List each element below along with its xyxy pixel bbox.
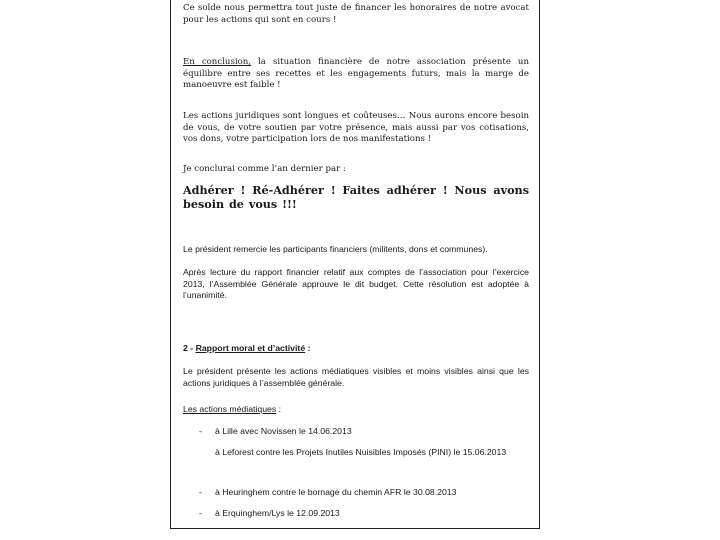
paragraph-thanks: Le président remercie les participants financiers (militents, dons et communes). [183, 244, 488, 254]
list-item: à Lille avec Novissen le 14.06.2013 [215, 426, 352, 436]
paragraph-budget-approval: Après lecture du rapport financier relatif aux comptes de l’association pour l’exercice 2013, l’Assemblée Générale approuve le dit budget. Cette résolution est adoptée à l’unanimité. [183, 267, 529, 301]
slogan: Adhérer ! Ré-Adhérer ! Faites adhérer ! Nous avons besoin de vous !!! [183, 183, 529, 211]
paragraph-legal-actions: Les actions juridiques sont longues et coûteuses… Nous aurons encore besoin de vous, de votre soutien par votre présence, mais aussi par vos cotisations, vos dons, votre participation lors de nos manifestations ! [183, 111, 529, 145]
paragraph-closing-intro: Je conclurai comme l’an dernier par : [183, 164, 346, 174]
media-actions-colon: : [276, 404, 282, 414]
paragraph-lawyer-fees: Ce solde nous permettra tout juste de financer les honoraires de notre avocat pour les actions qui sont en cours ! [183, 3, 529, 25]
list-dash: - [199, 426, 202, 436]
section-colon: : [305, 343, 311, 353]
conclusion-lead: En conclusion, [183, 57, 252, 67]
paragraph-conclusion [183, 57, 529, 92]
section-title: Rapport moral et d’activité [195, 343, 306, 353]
conclusion-text: la situation financière de notre association présente un équilibre entre ses recettes et les engagements futurs, mais la marge de manoeuvre est faible ! [183, 57, 529, 91]
paragraph-president-presentation: Le président présente les actions médiatiques visibles et moins visibles ainsi que les actions juridiques à l’assemblée générale. [183, 366, 529, 388]
list-dash: - [199, 508, 202, 518]
list-item: à Leforest contre les Projets Inutiles Nuisibles Imposés (PINI) le 15.06.2013 [215, 447, 507, 457]
list-item: à Heuringhem contre le bornage du chemin AFR le 30.08.2013 [215, 487, 457, 497]
media-actions-heading [183, 404, 529, 416]
section-number: 2 - [183, 343, 196, 353]
section-heading [183, 343, 529, 355]
document-page [170, 0, 540, 529]
media-actions-title: Les actions médiatiques [183, 404, 277, 414]
list-dash: - [199, 487, 202, 497]
list-item: à Erquinghem/Lys le 12.09.2013 [215, 508, 340, 518]
